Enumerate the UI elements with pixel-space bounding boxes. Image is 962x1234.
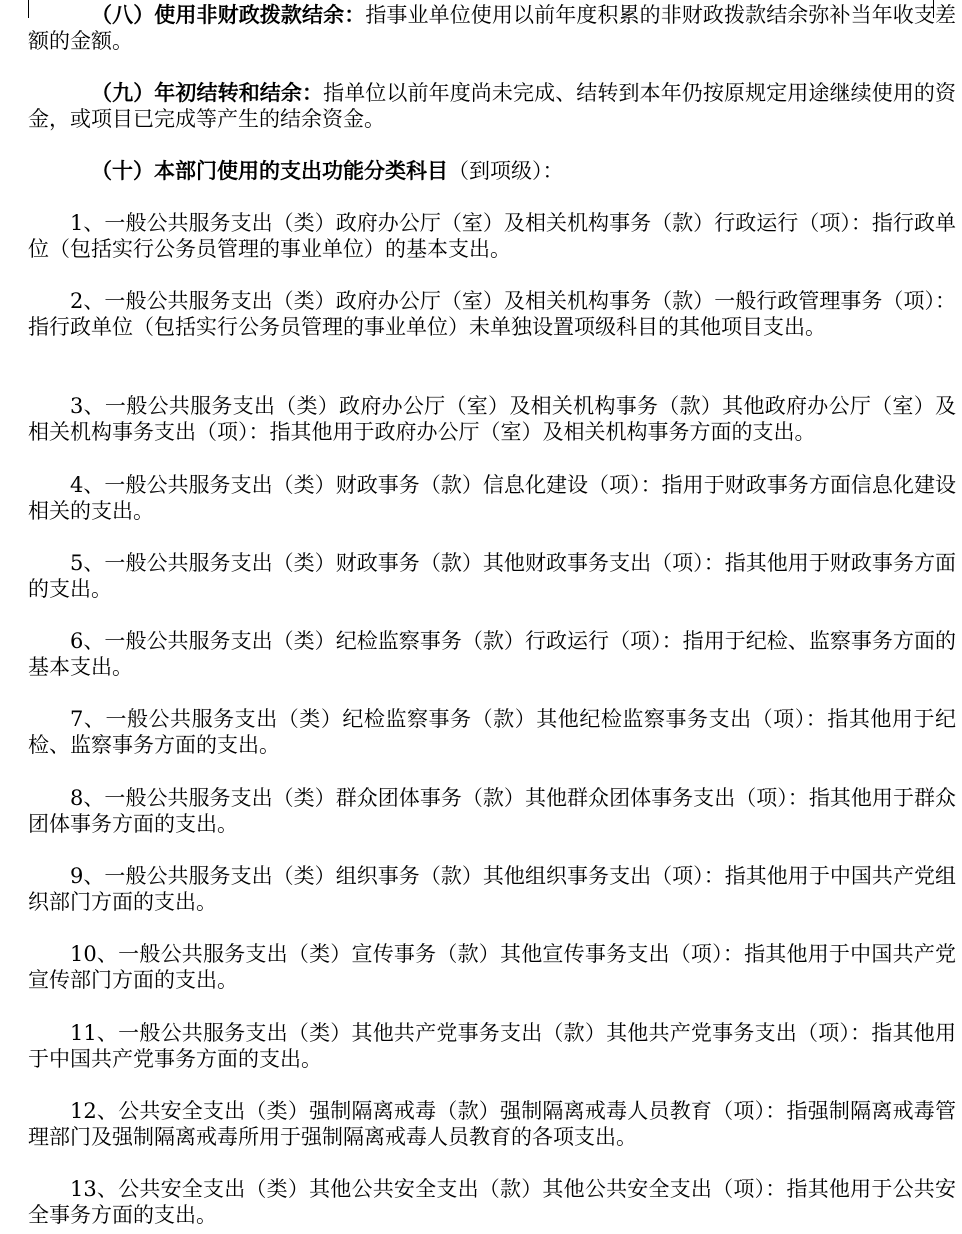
- list-item: 1、一般公共服务支出（类）政府办公厅（室）及相关机构事务（款）行政运行（项）：指行政单位（包括实行公务员管理的事业单位）的基本支出。: [28, 211, 956, 261]
- list-item: 3、一般公共服务支出（类）政府办公厅（室）及相关机构事务（款）其他政府办公厅（室）及相关机构事务支出（项）：指其他用于政府办公厅（室）及相关机构事务方面的支出。: [28, 394, 956, 444]
- list-item: 12、公共安全支出（类）强制隔离戒毒（款）强制隔离戒毒人员教育（项）：指强制隔离戒毒管理部门及强制隔离戒毒所用于强制隔离戒毒人员教育的各项支出。: [28, 1099, 956, 1149]
- list-item: 5、一般公共服务支出（类）财政事务（款）其他财政事务支出（项）：指其他用于财政事务方面的支出。: [28, 551, 956, 601]
- list-item: 10、一般公共服务支出（类）宣传事务（款）其他宣传事务支出（项）：指其他用于中国共产党宣传部门方面的支出。: [28, 942, 956, 992]
- list-item: 6、一般公共服务支出（类）纪检监察事务（款）行政运行（项）：指用于纪检、监察事务方面的基本支出。: [28, 629, 956, 679]
- section-10-text: （到项级）：: [448, 159, 564, 183]
- section-8: [28, 2, 956, 54]
- section-9-text: 指单位以前年度尚未完成、结转到本年仍按原规定用途继续使用的资金，或项目已完成等产生的结余资金。: [28, 81, 957, 131]
- list-item: 9、一般公共服务支出（类）组织事务（款）其他组织事务支出（项）：指其他用于中国共产党组织部门方面的支出。: [28, 864, 956, 914]
- list-item: 4、一般公共服务支出（类）财政事务（款）信息化建设（项）：指用于财政事务方面信息化建设相关的支出。: [28, 473, 956, 523]
- list-item: 7、一般公共服务支出（类）纪检监察事务（款）其他纪检监察事务支出（项）：指其他用于纪检、监察事务方面的支出。: [28, 707, 956, 757]
- list-item: 2、一般公共服务支出（类）政府办公厅（室）及相关机构事务（款）一般行政管理事务（项）：指行政单位（包括实行公务员管理的事业单位）未单独设置项级科目的其他项目支出。: [28, 289, 956, 339]
- list-item: 13、公共安全支出（类）其他公共安全支出（款）其他公共安全支出（项）：指其他用于公共安全事务方面的支出。: [28, 1177, 956, 1227]
- section-9: [28, 80, 956, 132]
- section-8-title: （八）使用非财政拨款结余：: [91, 3, 366, 27]
- section-10-title: （十）本部门使用的支出功能分类科目: [91, 159, 448, 183]
- section-8-text: 指事业单位使用以前年度积累的非财政拨款结余弥补当年收支差额的金额。: [28, 3, 957, 53]
- list-item: 8、一般公共服务支出（类）群众团体事务（款）其他群众团体事务支出（项）：指其他用于群众团体事务方面的支出。: [28, 786, 956, 836]
- section-9-title: （九）年初结转和结余：: [91, 81, 324, 105]
- list-item: 11、一般公共服务支出（类）其他共产党事务支出（款）其他共产党事务支出（项）：指其他用于中国共产党事务方面的支出。: [28, 1021, 956, 1071]
- section-10: [28, 158, 956, 184]
